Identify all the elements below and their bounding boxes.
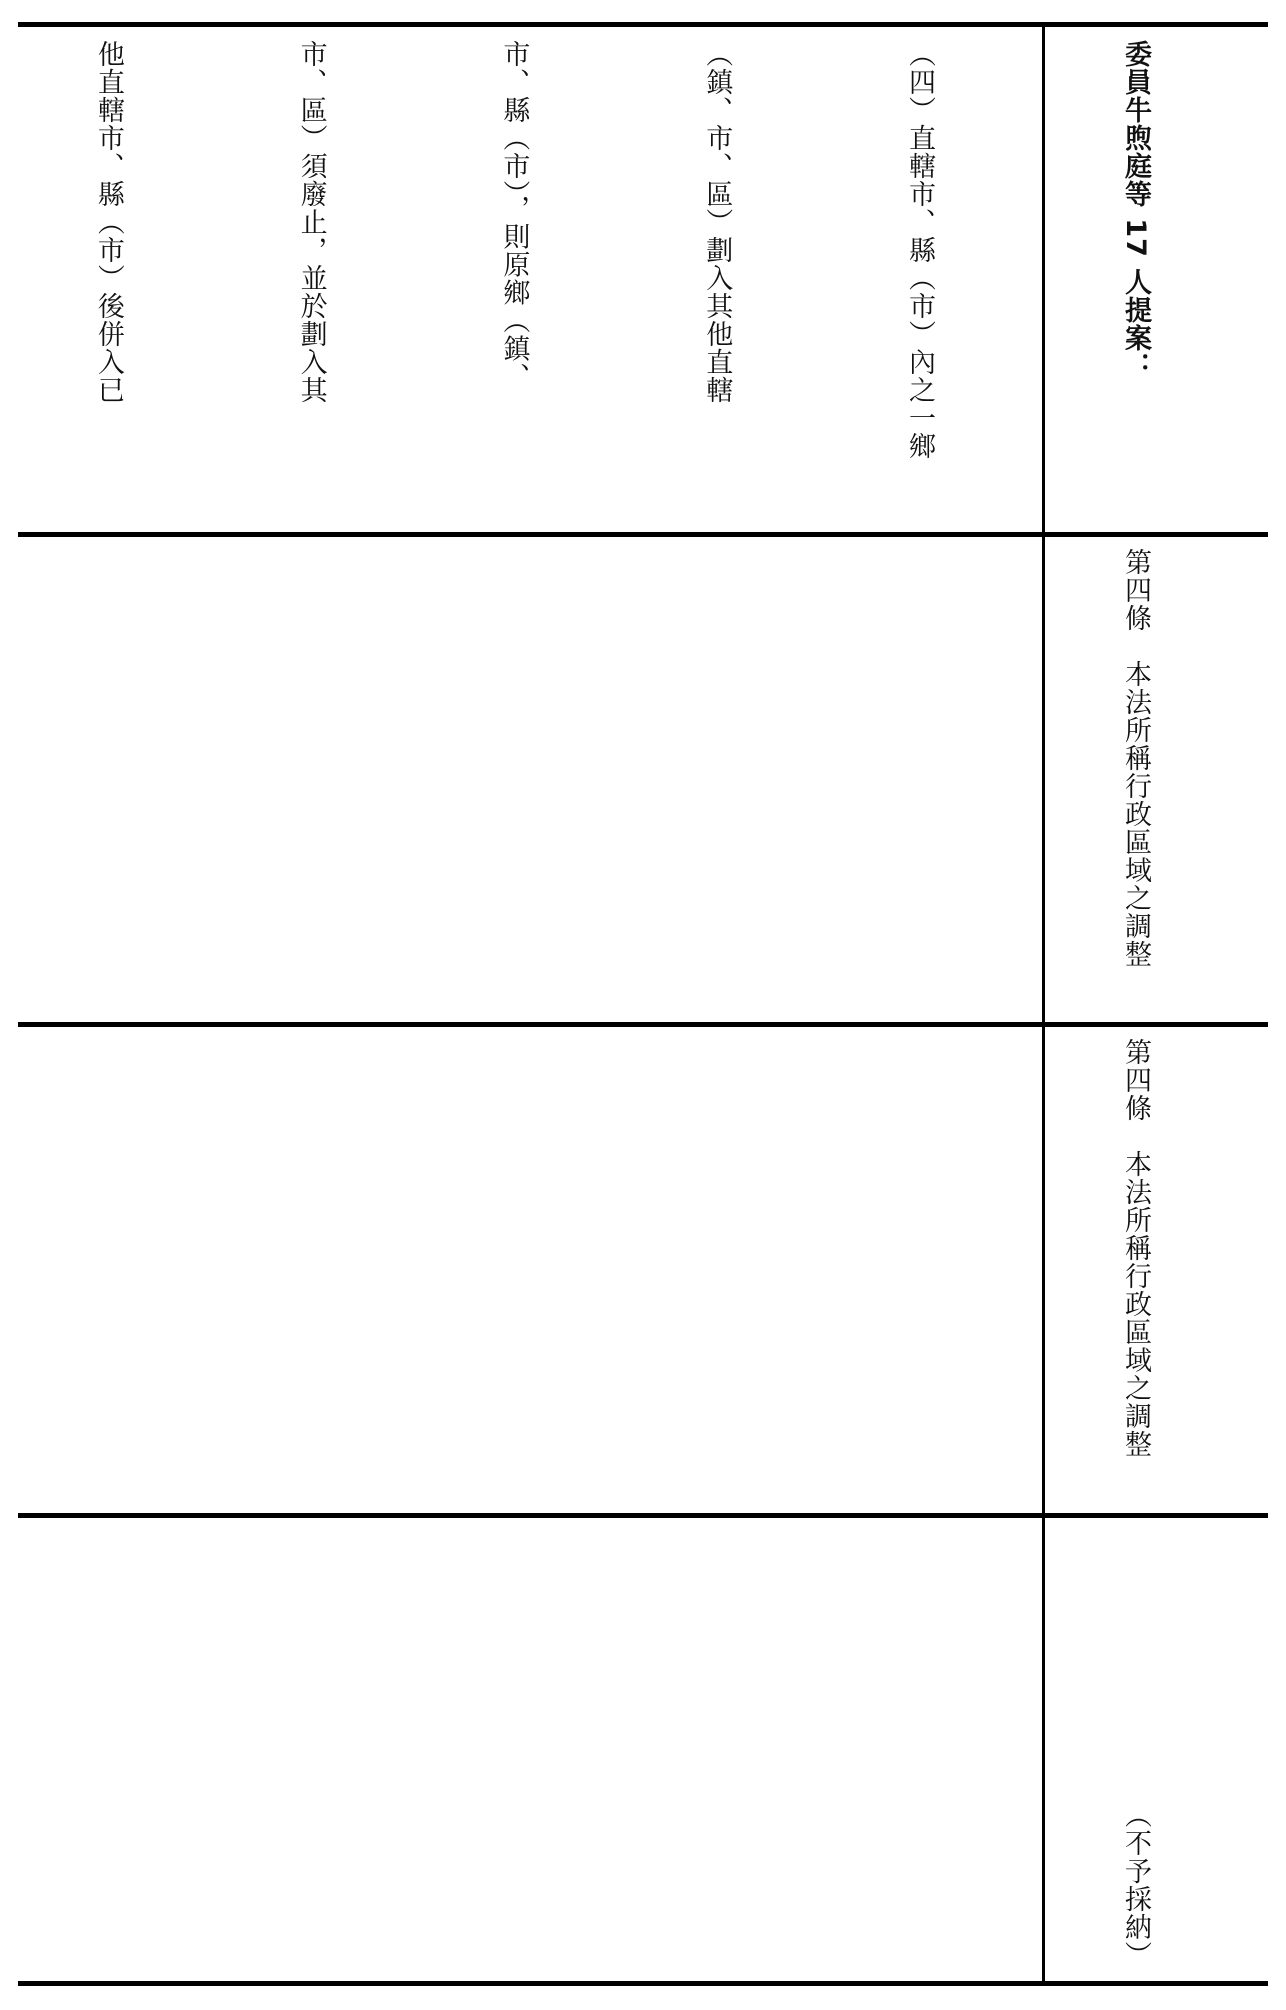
- explanation-text: [24, 40, 1034, 520]
- row-divider-1: [18, 532, 1268, 537]
- proposal-a-title: 委員牛煦庭等 17 人提案：: [1120, 40, 1151, 381]
- proposals-cell: [1050, 40, 1250, 520]
- table-bottom-rule: [18, 1981, 1268, 1986]
- column-divider-1: [1042, 22, 1045, 1986]
- proposed-article-cell: [1050, 548, 1250, 1008]
- row-divider-3: [18, 1513, 1268, 1518]
- explanation-line: （四）直轄市、縣（市）內之一鄉: [904, 40, 935, 460]
- explanation-line: 市、區）須廢止，並於劃入其: [295, 40, 327, 404]
- review-note: （不予採納）: [1120, 1801, 1151, 1969]
- current-article-cell: [1050, 1038, 1250, 1498]
- table-top-rule: [18, 22, 1268, 27]
- article-line: 第四條 本法所稱行政區域之調整: [1120, 1038, 1151, 1458]
- article-line: 第四條 本法所稱行政區域之調整: [1120, 548, 1151, 968]
- row-divider-2: [18, 1022, 1268, 1027]
- explanation-line: 市、縣（市），則原鄉（鎮、: [498, 40, 530, 391]
- review-note-cell: [1050, 1529, 1250, 1969]
- explanation-line: （鎮、市、區）劃入其他直轄: [701, 40, 733, 404]
- explanation-line: 他直轄市、縣（市）後併入已: [92, 40, 124, 404]
